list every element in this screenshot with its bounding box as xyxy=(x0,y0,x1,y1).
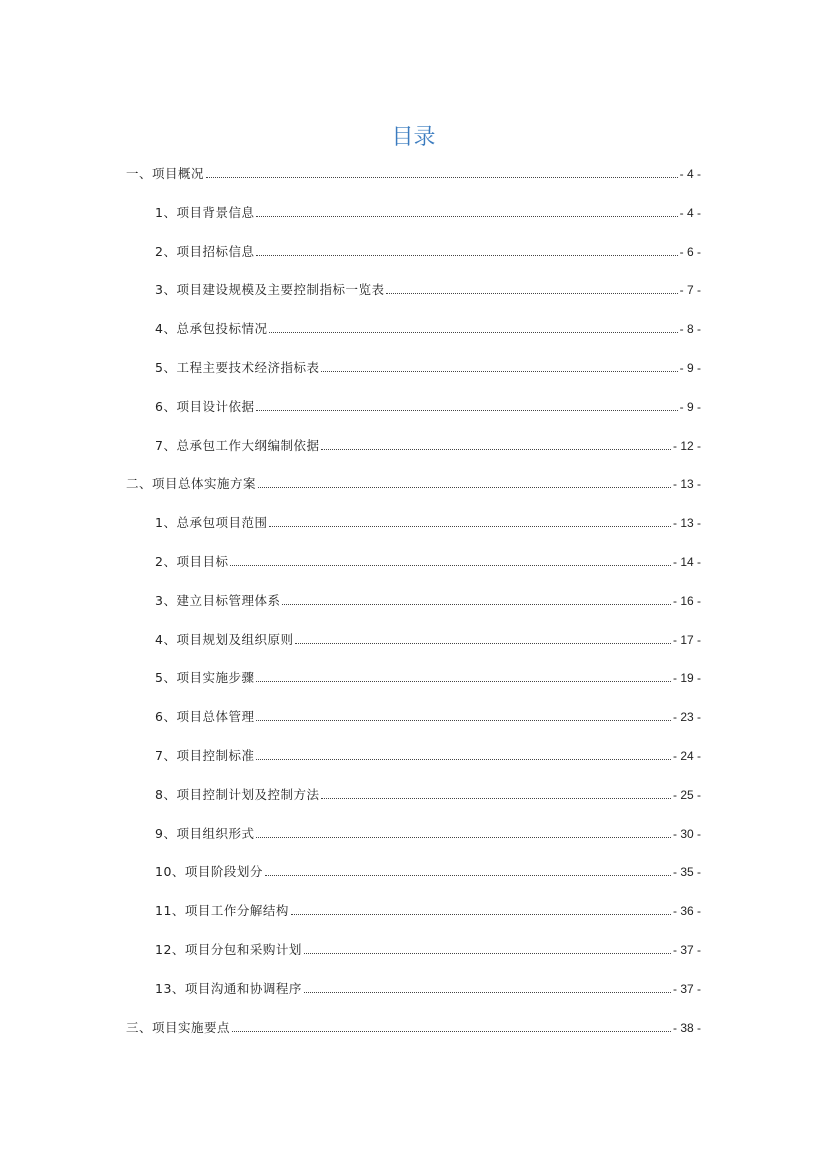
toc-subsection-entry[interactable] xyxy=(155,242,701,262)
toc-dot-leader xyxy=(304,952,671,954)
toc-subsection-entry[interactable] xyxy=(155,397,701,417)
toc-subsection-entry[interactable] xyxy=(155,707,701,727)
toc-entry-text: 4、项目规划及组织原则 xyxy=(155,632,294,647)
toc-entry-text: 2、项目目标 xyxy=(155,554,229,569)
toc-entry-text: 二、项目总体实施方案 xyxy=(126,476,257,491)
toc-subsection-entry[interactable] xyxy=(155,746,701,766)
toc-page-number: - 23 - xyxy=(672,710,701,724)
toc-dot-leader xyxy=(265,874,671,876)
toc-page-number: - 13 - xyxy=(672,477,701,491)
toc-dot-leader xyxy=(256,215,677,217)
toc-page-number: - 4 - xyxy=(679,167,701,181)
toc-subsection-entry[interactable] xyxy=(155,358,701,378)
toc-dot-leader xyxy=(304,991,671,993)
toc-section-entry[interactable] xyxy=(126,164,701,184)
toc-subsection-entry[interactable] xyxy=(155,513,701,533)
toc-entry-text: 一、项目概况 xyxy=(126,166,205,181)
toc-page-number: - 12 - xyxy=(672,439,701,453)
toc-dot-leader xyxy=(282,603,671,605)
toc-entry-text: 6、项目设计依据 xyxy=(155,399,255,414)
toc-page-number: - 6 - xyxy=(679,245,701,259)
toc-subsection-entry[interactable] xyxy=(155,436,701,456)
toc-page-number: - 37 - xyxy=(672,943,701,957)
toc-entry-text: 10、项目阶段划分 xyxy=(155,864,263,879)
toc-page-number: - 24 - xyxy=(672,749,701,763)
toc-section-entry[interactable] xyxy=(126,1018,701,1038)
toc-dot-leader xyxy=(256,680,671,682)
toc-entry-text: 7、总承包工作大纲编制依据 xyxy=(155,438,320,453)
toc-dot-leader xyxy=(258,486,671,488)
toc-page-number: - 7 - xyxy=(679,283,701,297)
toc-entry-text: 三、项目实施要点 xyxy=(126,1020,231,1035)
toc-entry-text: 2、项目招标信息 xyxy=(155,244,255,259)
toc-page-number: - 4 - xyxy=(679,206,701,220)
toc-dot-leader xyxy=(386,292,677,294)
toc-page-number: - 8 - xyxy=(679,322,701,336)
toc-dot-leader xyxy=(256,254,677,256)
toc-page-number: - 17 - xyxy=(672,633,701,647)
toc-subsection-entry[interactable] xyxy=(155,901,701,921)
toc-dot-leader xyxy=(256,758,671,760)
toc-page-number: - 38 - xyxy=(672,1021,701,1035)
toc-dot-leader xyxy=(232,1030,671,1032)
toc-dot-leader xyxy=(256,719,671,721)
toc-page-number: - 36 - xyxy=(672,904,701,918)
toc-entry-text: 13、项目沟通和协调程序 xyxy=(155,981,302,996)
toc-subsection-entry[interactable] xyxy=(155,630,701,650)
toc-subsection-entry[interactable] xyxy=(155,552,701,572)
toc-dot-leader xyxy=(256,409,677,411)
toc-entry-text: 6、项目总体管理 xyxy=(155,709,255,724)
toc-subsection-entry[interactable] xyxy=(155,203,701,223)
toc-subsection-entry[interactable] xyxy=(155,785,701,805)
toc-dot-leader xyxy=(269,331,677,333)
toc-subsection-entry[interactable] xyxy=(155,940,701,960)
toc-entry-text: 4、总承包投标情况 xyxy=(155,321,268,336)
toc-page-number: - 14 - xyxy=(672,555,701,569)
toc-subsection-entry[interactable] xyxy=(155,824,701,844)
toc-entry-text: 5、项目实施步骤 xyxy=(155,670,255,685)
toc-entry-text: 11、项目工作分解结构 xyxy=(155,903,289,918)
toc-dot-leader xyxy=(321,448,671,450)
toc-page-number: - 37 - xyxy=(672,982,701,996)
toc-entry-text: 7、项目控制标准 xyxy=(155,748,255,763)
toc-entry-text: 5、工程主要技术经济指标表 xyxy=(155,360,320,375)
toc-dot-leader xyxy=(230,564,671,566)
toc-subsection-entry[interactable] xyxy=(155,979,701,999)
toc-entry-text: 3、项目建设规模及主要控制指标一览表 xyxy=(155,282,385,297)
toc-entry-text: 9、项目组织形式 xyxy=(155,826,255,841)
toc-page-number: - 13 - xyxy=(672,516,701,530)
toc-page-number: - 25 - xyxy=(672,788,701,802)
toc-dot-leader xyxy=(206,176,678,178)
toc-subsection-entry[interactable] xyxy=(155,668,701,688)
toc-title: 目录 xyxy=(391,125,436,150)
toc-page-number: - 9 - xyxy=(679,400,701,414)
toc-subsection-entry[interactable] xyxy=(155,591,701,611)
toc-subsection-entry[interactable] xyxy=(155,319,701,339)
toc-page-number: - 9 - xyxy=(679,361,701,375)
toc-subsection-entry[interactable] xyxy=(155,280,701,300)
toc-subsection-entry[interactable] xyxy=(155,862,701,882)
toc-dot-leader xyxy=(321,797,671,799)
toc-dot-leader xyxy=(295,642,671,644)
toc-dot-leader xyxy=(256,836,671,838)
toc-entry-text: 8、项目控制计划及控制方法 xyxy=(155,787,320,802)
toc-page-number: - 19 - xyxy=(672,671,701,685)
toc-page-number: - 35 - xyxy=(672,865,701,879)
toc-entry-text: 1、总承包项目范围 xyxy=(155,515,268,530)
toc-dot-leader xyxy=(291,913,671,915)
toc-dot-leader xyxy=(269,525,671,527)
toc-section-entry[interactable] xyxy=(126,474,701,494)
toc-entry-text: 3、建立目标管理体系 xyxy=(155,593,281,608)
toc-page-number: - 16 - xyxy=(672,594,701,608)
toc-dot-leader xyxy=(321,370,677,372)
toc-entry-text: 1、项目背景信息 xyxy=(155,205,255,220)
toc-entry-text: 12、项目分包和采购计划 xyxy=(155,942,302,957)
toc-page-number: - 30 - xyxy=(672,827,701,841)
